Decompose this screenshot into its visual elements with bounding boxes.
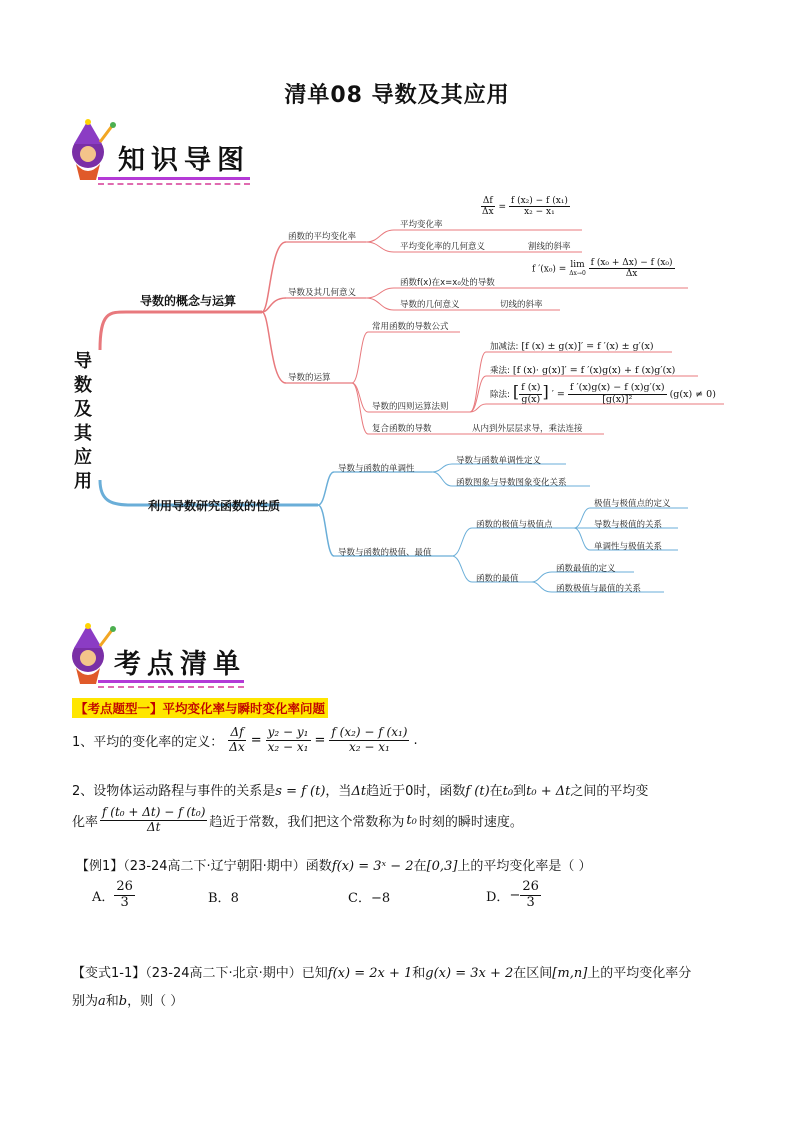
node-derivative-geo: 导数的几何意义 <box>400 300 460 310</box>
root-char: 及 <box>74 399 92 420</box>
page-title: 清单08 导数及其应用 <box>284 83 510 108</box>
node-avg-rate: 函数的平均变化率 <box>288 232 357 242</box>
checklist-banner-title: 考点清单 <box>114 649 246 680</box>
node-avg: 平均变化率 <box>400 220 443 230</box>
mindmap-banner-title: 知识导图 <box>118 145 250 176</box>
node-avg-geo-val: 割线的斜率 <box>528 242 571 252</box>
mindmap-root <box>72 350 94 494</box>
formula-div: 除法: [ $\frac{f (x)}{g(x)}$ ] ′ = $\frac{f '(x)g(x) - f (x)g'(x)}{\text{[g(x)]²}}$ (g(x) ≠ 0) <box>490 382 716 405</box>
node-monotonic: 导数与函数的单调性 <box>338 464 415 474</box>
node-max: 函数的最值 <box>476 574 519 584</box>
root-char: 其 <box>74 423 92 444</box>
node-extreme-max: 导数与函数的极值、最值 <box>338 548 432 558</box>
root-char: 用 <box>74 471 92 492</box>
para-instant-line2: 化率 $\frac{\text{f (t₀ + Δt) − f (t₀)}}{\Delta t}$ 趋近于常数，我们把这个常数称为 t₀ 时刻的瞬时速度。 <box>72 805 523 834</box>
choice-c[interactable]: C．−8 <box>348 891 391 906</box>
branch-properties: 利用导数研究函数的性质 <box>148 499 281 513</box>
choice-b[interactable]: B．8 <box>208 891 239 906</box>
variant-1-1-question: 【变式1-1】（23-24高二下·北京·期中）已知f(x) = 2x + 1和g(x) = 3x + 2在区间[m,n]上的平均变化率分 <box>72 966 692 981</box>
node-ops-compose-val: 从内到外层层求导，乘法连接 <box>472 424 583 434</box>
formula-derivative: f ′(x₀) = lim Δx→0 $\frac{\text{f (x₀ + Δx) − f (x₀)}}{\Delta x}$ <box>532 258 673 280</box>
choice-d[interactable]: D． − $\frac{26}{3}$ <box>486 879 539 910</box>
node-extreme-3: 单调性与极值关系 <box>594 542 663 552</box>
node-ops-common: 常用函数的导数公式 <box>372 322 449 332</box>
variant-1-1-line2: 别为a和b，则（ ） <box>72 994 184 1009</box>
node-derivative: 导数及其几何意义 <box>288 288 357 298</box>
node-avg-geo: 平均变化率的几何意义 <box>400 242 486 252</box>
node-ops-compose: 复合函数的导数 <box>372 424 432 434</box>
formula-add: 加减法: [f (x) ± g(x)]′ = f ′(x) ± g′(x) <box>490 341 654 352</box>
node-ops: 导数的运算 <box>288 373 331 383</box>
node-max-2: 函数极值与最值的关系 <box>556 584 642 594</box>
node-monotonic-a: 导数与函数单调性定义 <box>456 456 542 466</box>
node-extreme-1: 极值与极值点的定义 <box>594 499 671 509</box>
node-monotonic-b: 函数图象与导数图象变化关系 <box>456 478 567 488</box>
banner-underline-dashed <box>98 181 250 185</box>
example-1-question: 【例1】（23-24高二下·辽宁朝阳·期中）函数f(x) = 3ˣ − 2在[0,3]上的平均变化率是（ ） <box>76 859 592 874</box>
para-avg-definition: 1、平均的变化率的定义： $\frac{\Delta f}{\Delta x}$ = $\frac{\text{y₂ − y₁}}{\text{x₂ − x₁}}$ = $\frac{\text{f (x₂) − f (x₁)}}{\text{x₂ − x₁}}$ . <box>72 725 418 754</box>
choice-a[interactable]: A． $\frac{26}{3}$ <box>92 879 133 910</box>
section-tag: 【考点题型一】平均变化率与瞬时变化率问题 <box>72 698 328 718</box>
root-char: 导 <box>74 351 92 372</box>
root-char: 应 <box>74 447 92 468</box>
node-derivative-at: 函数f(x)在x=x₀处的导数 <box>400 278 495 288</box>
node-ops-four: 导数的四则运算法则 <box>372 402 449 412</box>
node-max-1: 函数最值的定义 <box>556 564 616 574</box>
banner-underline-dashed <box>98 684 244 688</box>
root-char: 数 <box>74 375 92 396</box>
node-derivative-geo-val: 切线的斜率 <box>500 300 543 310</box>
formula-avg-rate: $\frac{\Delta f}{\Delta x}$ = $\frac{\text{f (x₂) − f (x₁)}}{\text{x₂ − x₁}}$ <box>482 196 568 218</box>
formula-mul: 乘法: [f (x)· g(x)]′ = f ′(x)g(x) + f (x)g′(x) <box>490 365 676 376</box>
node-extreme-2: 导数与极值的关系 <box>594 520 663 530</box>
banner-underline <box>98 177 250 180</box>
para-instant-line1: 2、设物体运动路程与事件的关系是s = f (t)，当Δt趋近于0时，函数f (t)在t₀到t₀ + Δt之间的平均变 <box>72 784 649 799</box>
node-extreme: 函数的极值与极值点 <box>476 520 553 530</box>
banner-underline <box>98 680 244 683</box>
branch-concept-ops: 导数的概念与运算 <box>140 294 237 308</box>
